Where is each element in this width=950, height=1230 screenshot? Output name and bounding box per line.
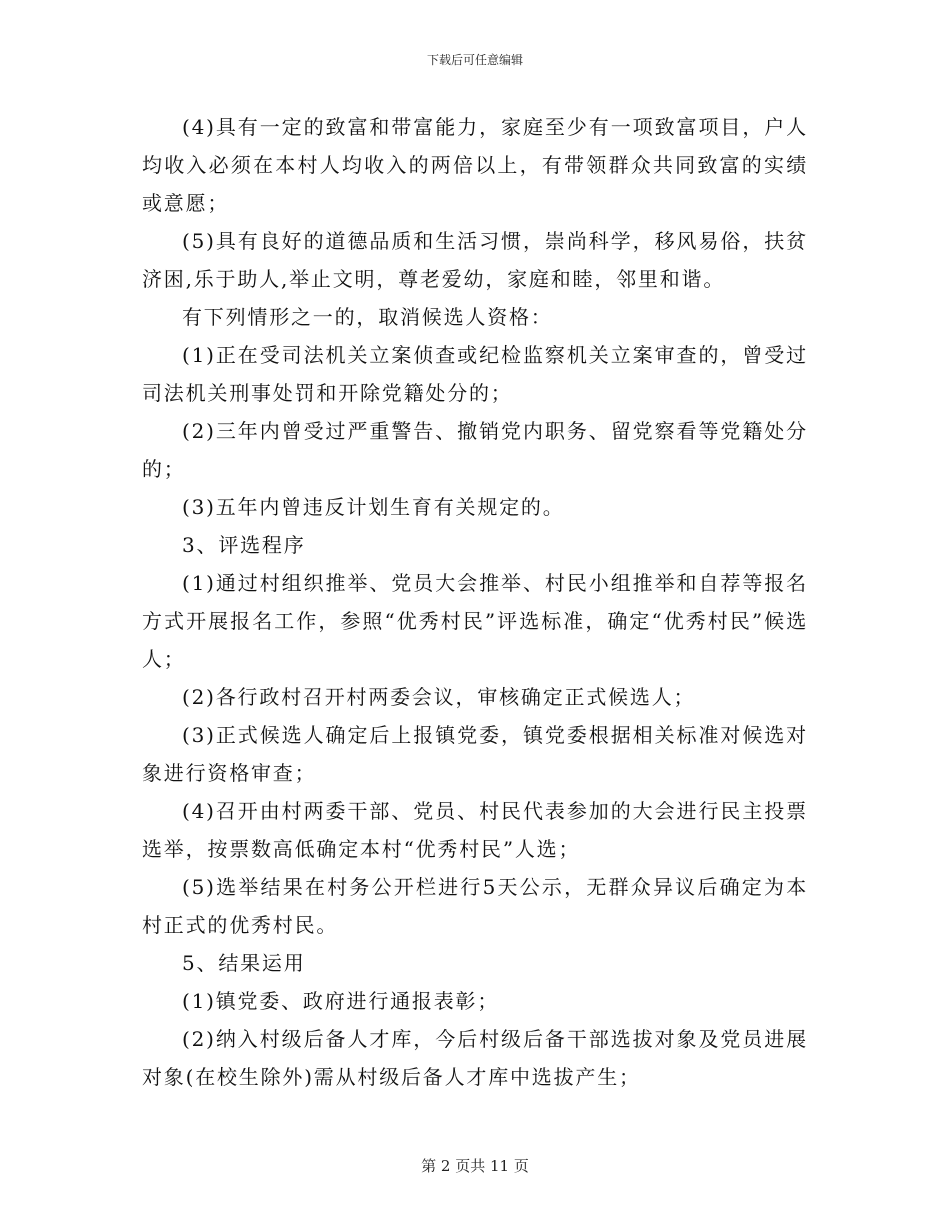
paragraph-procedure-2: (2)各行政村召开村两委会议，审核确定正式候选人； [182, 685, 696, 709]
paragraph-procedure-5: (5)选举结果在村务公开栏进行5天公示，无群众异议后确定为本村正式的优秀村民。 [142, 875, 808, 937]
paragraph-procedure-4: (4)召开由村两委干部、党员、村民代表参加的大会进行民主投票选举，按票数高低确定本村“优秀村民”人选； [142, 799, 808, 861]
paragraph-result-2: (2)纳入村级后备人才库，今后村级后备干部选拔对象及党员进展对象(在校生除外)需从村级后备人才库中选拔产生； [142, 1027, 808, 1089]
paragraph-disqualification-2: (2)三年内曾受过严重警告、撤销党内职务、留党察看等党籍处分的； [142, 419, 808, 481]
paragraph-criterion-4: (4)具有一定的致富和带富能力，家庭至少有一项致富项目，户人均收入必须在本村人均收入的两倍以上，有带领群众共同致富的实绩或意愿； [142, 115, 808, 215]
section-heading-result-application: 5、结果运用 [182, 951, 306, 975]
page-number-indicator: 第 2 页共 11 页 [421, 1157, 529, 1175]
document-body [142, 108, 808, 1096]
paragraph-criterion-5: (5)具有良好的道德品质和生活习惯，崇尚科学，移风易俗，扶贫济困,乐于助人,举止文明，尊老爱幼，家庭和睦，邻里和谐。 [142, 229, 808, 291]
paragraph-disqualification-intro: 有下列情形之一的，取消候选人资格： [182, 305, 553, 329]
paragraph-procedure-3: (3)正式候选人确定后上报镇党委，镇党委根据相关标准对候选对象进行资格审查； [142, 723, 808, 785]
paragraph-disqualification-1: (1)正在受司法机关立案侦查或纪检监察机关立案审查的，曾受过司法机关刑事处罚和开除党籍处分的； [142, 343, 808, 405]
section-heading-selection-procedure: 3、评选程序 [182, 533, 306, 557]
paragraph-result-1: (1)镇党委、政府进行通报表彰； [182, 989, 500, 1013]
paragraph-procedure-1: (1)通过村组织推举、党员大会推举、村民小组推举和自荐等报名方式开展报名工作，参照“优秀村民”评选标准，确定“优秀村民”候选人； [142, 571, 808, 671]
paragraph-disqualification-3: (3)五年内曾违反计划生育有关规定的。 [182, 495, 565, 519]
page-header-note: 下载后可任意编辑 [426, 53, 523, 67]
